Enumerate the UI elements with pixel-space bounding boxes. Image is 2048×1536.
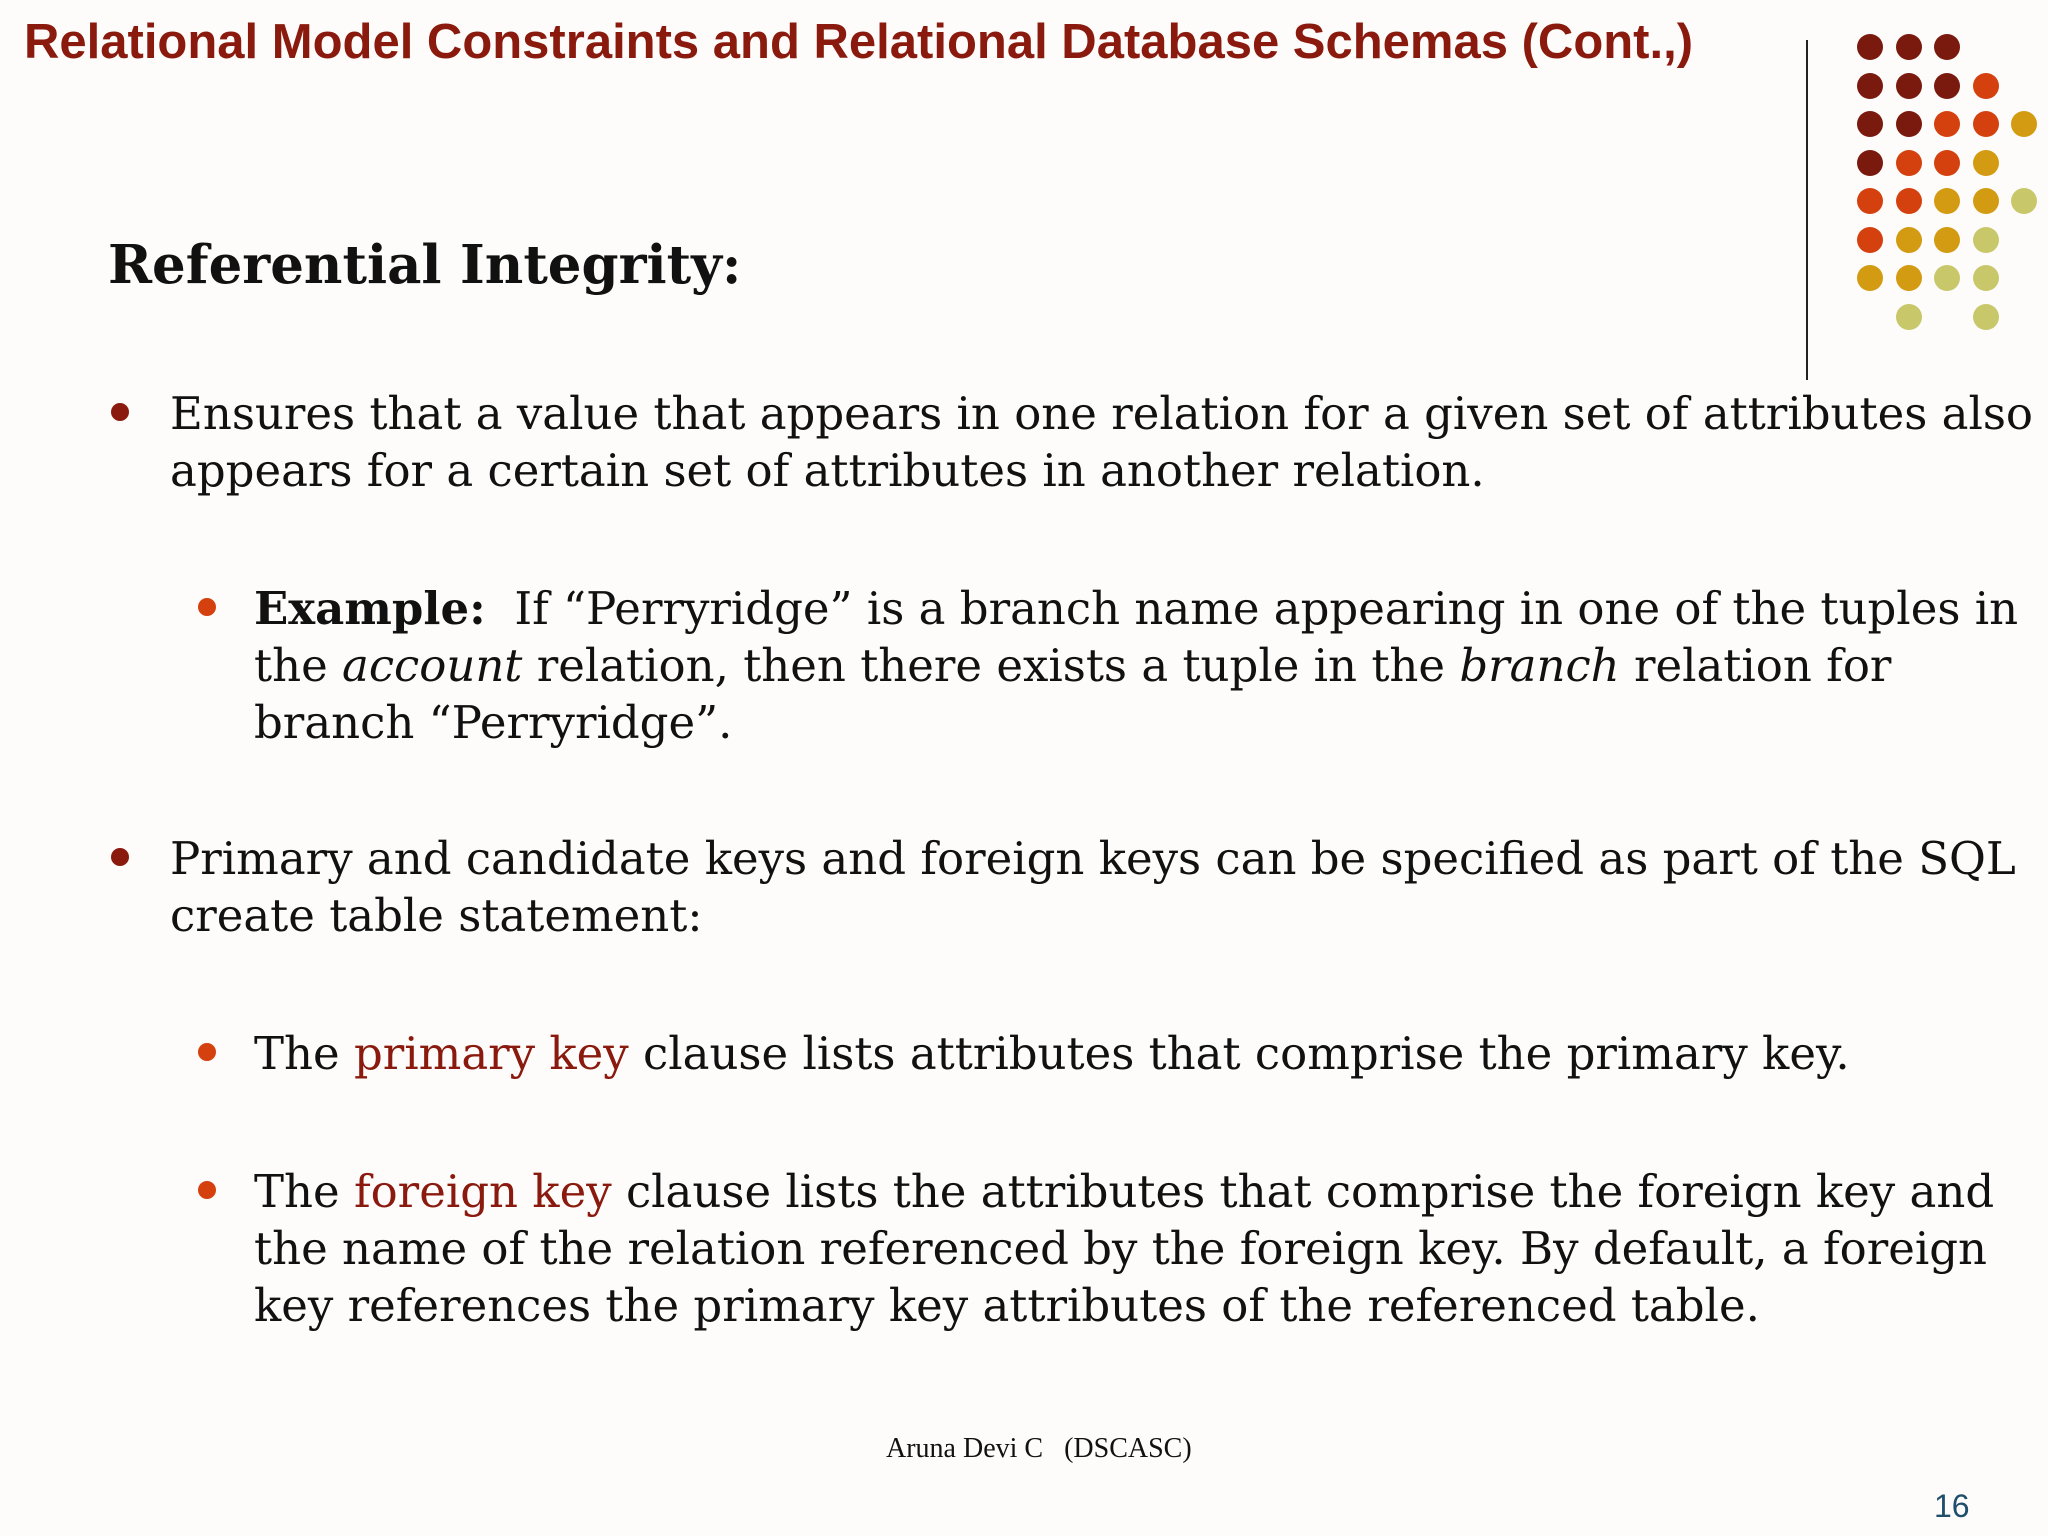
sub-bullet-example (254, 580, 2019, 751)
relation-name-branch: branch (1459, 639, 1620, 692)
decorative-dot (1973, 304, 1999, 330)
sub-bullet-text: clause lists attributes that comprise the primary key. (628, 1027, 1850, 1080)
sub-bullet-text: The (254, 1165, 354, 1218)
decorative-dot (1934, 34, 1960, 60)
decorative-dot (1896, 304, 1922, 330)
bullet-referential-definition (170, 385, 2034, 499)
example-text: If “Perryridge” is a branch name appearing in one of the tuples in (514, 582, 2019, 635)
decorative-dot (1973, 265, 1999, 291)
sub-bullet-dot-icon (198, 1043, 216, 1061)
example-text: relation, then there exists a tuple in the (522, 639, 1460, 692)
example-line-3: branch “Perryridge”. (254, 696, 733, 749)
decorative-dot (1896, 265, 1922, 291)
primary-key-line (254, 1025, 1974, 1082)
sub-bullet-dot-icon (198, 598, 216, 616)
bullet-text-line: create table statement: (170, 889, 703, 942)
relation-name-account: account (342, 639, 523, 692)
foreign-key-line-1 (254, 1163, 1995, 1220)
section-heading: Referential Integrity: (108, 234, 742, 296)
decorative-dot (2011, 111, 2037, 137)
foreign-key-line-3: key references the primary key attributes of the referenced table. (254, 1279, 1760, 1332)
bullet-dot-icon (111, 848, 129, 866)
sub-bullet-text: clause lists the attributes that comprise the foreign key and (611, 1165, 1995, 1218)
decorative-dot (1934, 150, 1960, 176)
sub-bullet-primary-key (254, 1025, 1974, 1082)
sub-bullet-dot-icon (198, 1181, 216, 1199)
decorative-dot (1857, 73, 1883, 99)
example-label: Example: (254, 582, 486, 635)
decorative-dot (1896, 34, 1922, 60)
example-text: the (254, 639, 343, 692)
sub-bullet-text: The (254, 1027, 354, 1080)
bullet-text-line: Ensures that a value that appears in one relation for a given set of attributes also (170, 387, 2034, 440)
decorative-dot (1934, 188, 1960, 214)
decorative-dot (1973, 150, 1999, 176)
foreign-key-term: foreign key (353, 1165, 612, 1218)
decorative-dot (1896, 227, 1922, 253)
decorative-dot (1934, 111, 1960, 137)
bullet-keys-in-sql (170, 830, 2016, 944)
foreign-key-line-2: the name of the relation referenced by the foreign key. By default, a foreign (254, 1222, 1988, 1275)
decorative-dot (1857, 227, 1883, 253)
example-text: relation for (1619, 639, 1892, 692)
sub-bullet-foreign-key (254, 1163, 1995, 1334)
title-divider-line (1806, 40, 1808, 380)
decorative-dot (1857, 34, 1883, 60)
decorative-dot (1934, 227, 1960, 253)
decorative-dot (1896, 73, 1922, 99)
decorative-dot (1934, 265, 1960, 291)
decorative-dot (1896, 150, 1922, 176)
primary-key-term: primary key (353, 1027, 629, 1080)
bullet-text-line: Primary and candidate keys and foreign keys can be specified as part of the SQL (170, 832, 2016, 885)
slide-title: Relational Model Constraints and Relational Database Schemas (Cont.,) (24, 15, 1694, 69)
decorative-dot (1857, 188, 1883, 214)
example-line-2 (254, 637, 1974, 694)
decorative-dot (1934, 73, 1960, 99)
decorative-dot (1857, 265, 1883, 291)
decorative-dot (1973, 227, 1999, 253)
bullet-dot-icon (111, 403, 129, 421)
decorative-dot (1973, 73, 1999, 99)
slide-footer-author: Aruna Devi C (DSCASC) (886, 1433, 1192, 1464)
example-line-1 (254, 580, 2019, 637)
decorative-dot (1857, 111, 1883, 137)
decorative-dot (1857, 150, 1883, 176)
decorative-dot (2011, 188, 2037, 214)
bullet-text-line: appears for a certain set of attributes in another relation. (170, 444, 1485, 497)
decorative-dot (1973, 188, 1999, 214)
decorative-dot (1896, 111, 1922, 137)
slide-page-number: 16 (1934, 1488, 1970, 1524)
decorative-dot (1896, 188, 1922, 214)
decorative-dot (1973, 111, 1999, 137)
